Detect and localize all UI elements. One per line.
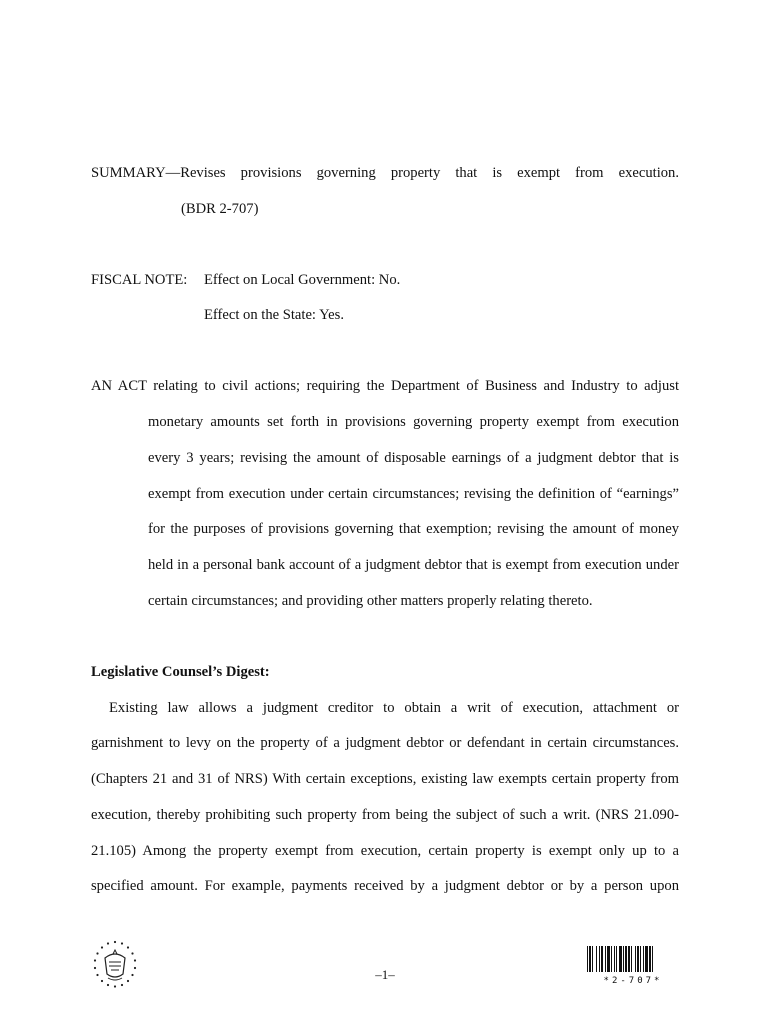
barcode-bar (596, 946, 597, 972)
summary-line-1: SUMMARY—Revises provisions governing property that is exempt from execution. (91, 165, 679, 181)
digest-line-6: specified amount. For example, payments received by a judgment debtor or by a person upon (91, 878, 679, 894)
barcode-bar (619, 946, 622, 972)
act-line-3: every 3 years; revising the amount of disposable earnings of a judgment debtor that is (148, 450, 679, 466)
barcode-bar (631, 946, 632, 972)
barcode-bar (625, 946, 627, 972)
barcode-bar (643, 946, 644, 972)
barcode-bar (607, 946, 610, 972)
act-line-2: monetary amounts set forth in provisions governing property exempt from execution (148, 414, 679, 430)
fiscal-note-local: Effect on Local Government: No. (204, 272, 401, 288)
barcode-bars (586, 946, 680, 974)
fiscal-note-label: FISCAL NOTE: (91, 272, 188, 288)
barcode-bar (616, 946, 617, 972)
act-line-6: held in a personal bank account of a judgment debtor that is exempt from execution under (148, 557, 679, 573)
barcode-bar (605, 946, 606, 972)
barcode-bar (589, 946, 591, 972)
barcode-bar (614, 946, 615, 972)
barcode-bar (645, 946, 648, 972)
page-number: –1– (375, 967, 395, 982)
fiscal-note-state: Effect on the State: Yes. (204, 307, 344, 323)
barcode-bar (640, 946, 641, 972)
digest-line-3: (Chapters 21 and 31 of NRS) With certain exceptions, existing law exempts certain property from (91, 771, 679, 787)
summary-bdr: (BDR 2-707) (181, 201, 259, 217)
barcode-bar (611, 946, 612, 972)
barcode-bar (652, 946, 653, 972)
digest-line-1: Existing law allows a judgment creditor to obtain a writ of execution, attachment or (109, 700, 679, 716)
barcode-bar (635, 946, 636, 972)
act-line-4: exempt from execution under certain circumstances; revising the definition of “earnings” (148, 486, 679, 502)
barcode-bar (637, 946, 639, 972)
barcode-bar (628, 946, 630, 972)
barcode-bar (623, 946, 624, 972)
state-seal-icon (90, 938, 140, 992)
act-line-1: AN ACT relating to civil actions; requiring the Department of Business and Industry to adjust (91, 378, 679, 394)
barcode-bar (599, 946, 600, 972)
digest-line-5: 21.105) Among the property exempt from execution, certain property is exempt only up to a (91, 843, 679, 859)
barcode-bar (592, 946, 593, 972)
barcode-text: *2-707* (603, 976, 663, 986)
barcode-bar (601, 946, 603, 972)
digest-heading: Legislative Counsel’s Digest: (91, 664, 270, 680)
digest-line-2: garnishment to levy on the property of a judgment debtor or defendant in certain circumstances. (91, 735, 679, 751)
act-line-7: certain circumstances; and providing other matters properly relating thereto. (148, 593, 593, 609)
barcode-bar (649, 946, 651, 972)
act-line-5: for the purposes of provisions governing that exemption; revising the amount of money (148, 521, 679, 537)
digest-line-4: execution, thereby prohibiting such property from being the subject of such a writ. (NRS 21.090- (91, 807, 679, 823)
barcode-bar (587, 946, 588, 972)
barcode (586, 946, 680, 990)
